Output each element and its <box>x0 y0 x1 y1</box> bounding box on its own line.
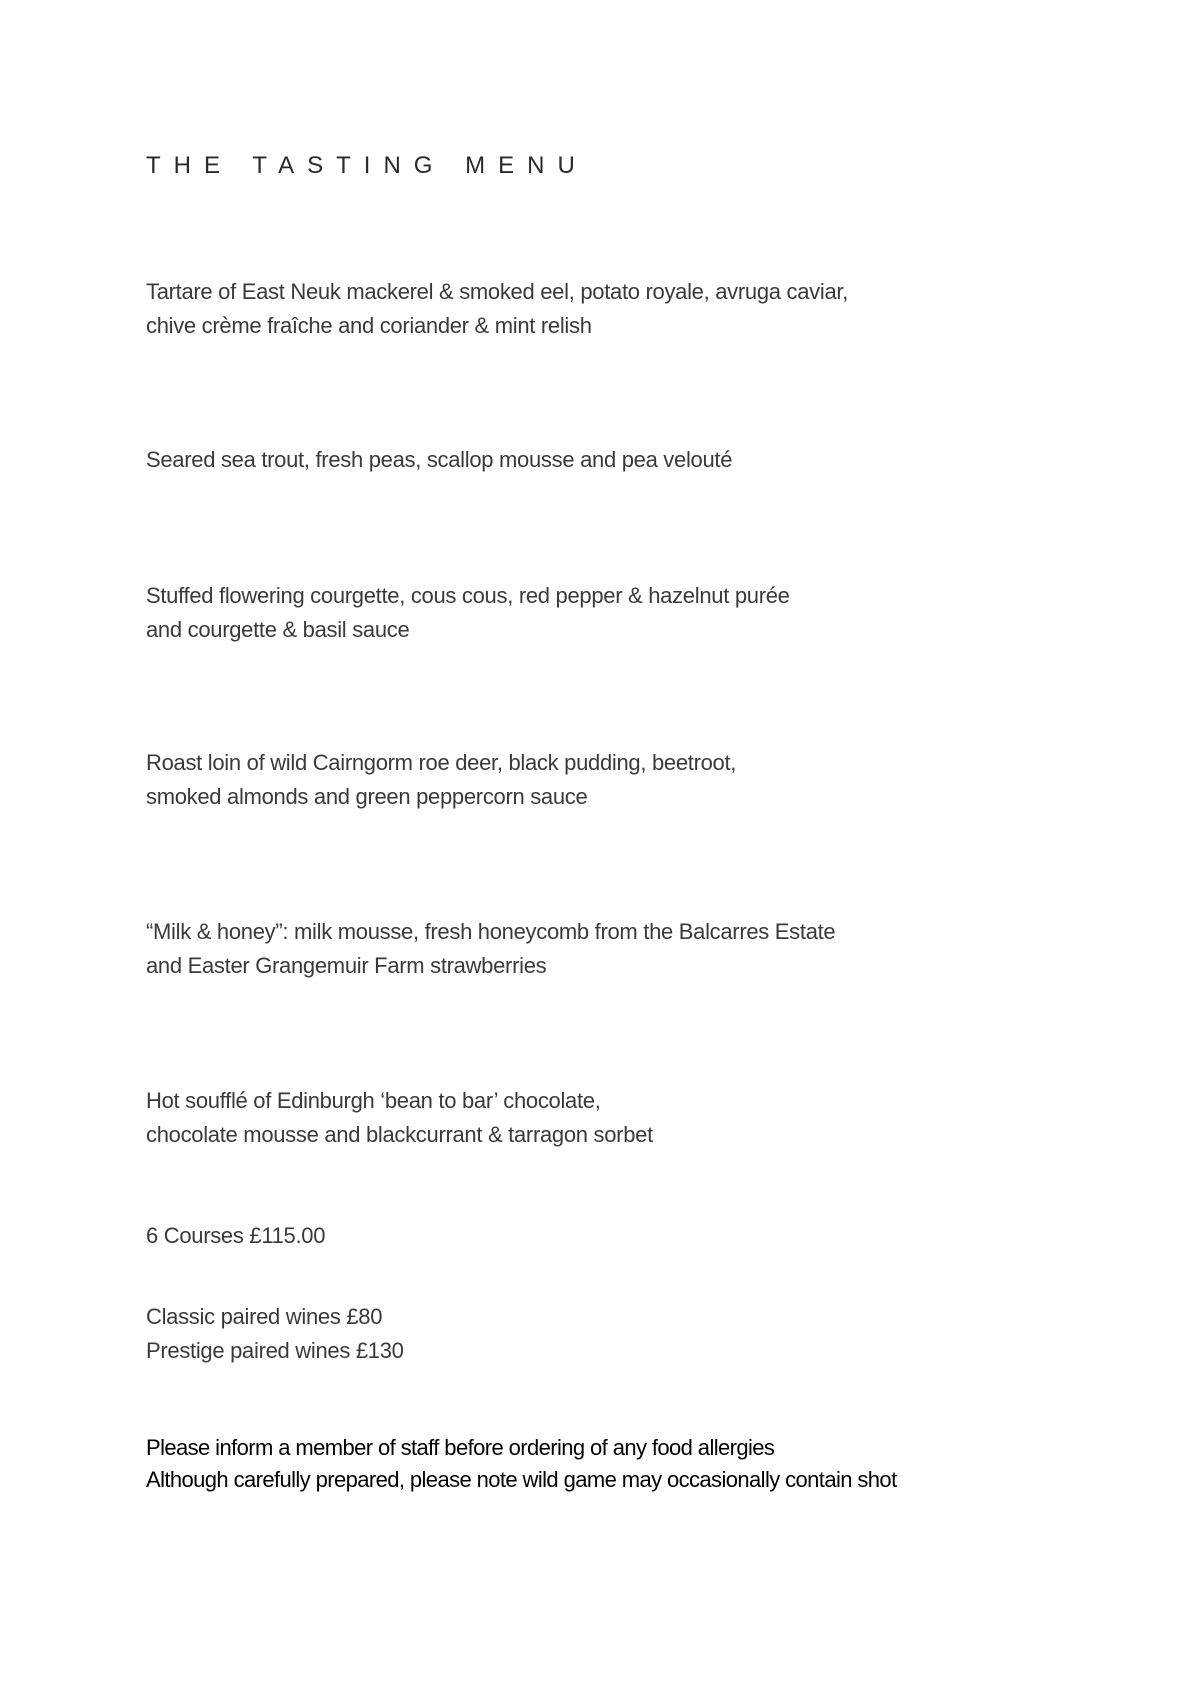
course-6-line-1: Hot soufflé of Edinburgh ‘bean to bar’ chocolate, <box>146 1088 601 1113</box>
course-5-line-2: and Easter Grangemuir Farm strawberries <box>146 953 547 978</box>
course-4-line-2: smoked almonds and green peppercorn sauce <box>146 784 588 809</box>
course-3-line-2: and courgette & basil sauce <box>146 617 410 642</box>
course-1-line-1: Tartare of East Neuk mackerel & smoked eel, potato royale, avruga caviar, <box>146 279 849 304</box>
prestige-wine-pairing: Prestige paired wines £130 <box>146 1338 404 1363</box>
allergy-notice: Please inform a member of staff before ordering of any food allergies <box>146 1435 775 1460</box>
course-4-line-1: Roast loin of wild Cairngorm roe deer, black pudding, beetroot, <box>146 750 737 775</box>
game-shot-notice: Although carefully prepared, please note wild game may occasionally contain shot <box>146 1467 897 1492</box>
course-3-line-1: Stuffed flowering courgette, cous cous, red pepper & hazelnut purée <box>146 583 790 608</box>
classic-wine-pairing: Classic paired wines £80 <box>146 1304 383 1329</box>
course-1-line-2: chive crème fraîche and coriander & mint relish <box>146 313 592 338</box>
course-5-line-1: “Milk & honey”: milk mousse, fresh honeycomb from the Balcarres Estate <box>146 919 836 944</box>
course-6-line-2: chocolate mousse and blackcurrant & tarragon sorbet <box>146 1122 653 1147</box>
menu-price: 6 Courses £115.00 <box>146 1223 326 1248</box>
page-title: THE TASTING MENU <box>146 152 588 179</box>
course-2-line-1: Seared sea trout, fresh peas, scallop mousse and pea velouté <box>146 447 733 472</box>
